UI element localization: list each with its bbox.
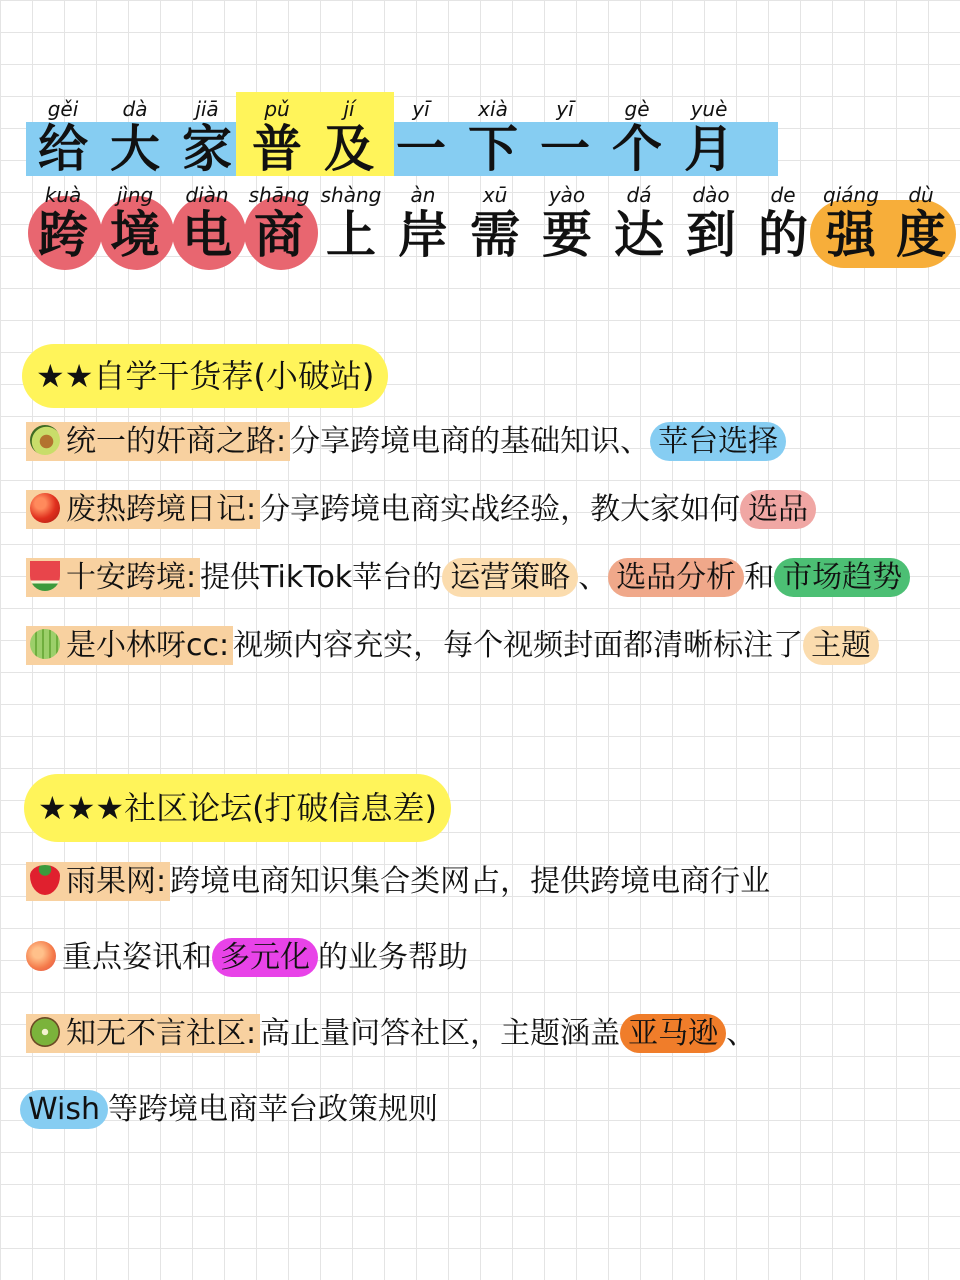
item-text: 分享跨境电商的基础知识、: [290, 424, 651, 459]
title-char: dà 大: [110, 97, 160, 178]
item-text: 高止量问答社区，主题涵盖: [260, 1016, 621, 1051]
list-item: [26, 422, 786, 462]
item-tag: 苹台选择: [650, 422, 786, 461]
title-char: xū 需: [470, 183, 520, 264]
title-char: shàng 上: [320, 183, 382, 264]
item-tag: 多元化: [212, 938, 318, 977]
title-char: gè 个: [612, 97, 662, 178]
item-tag: 亚马逊: [620, 1014, 726, 1053]
title-char: dù 度: [896, 183, 946, 264]
avocado-icon: [30, 425, 60, 455]
title-char: gěi 给: [38, 97, 88, 178]
melon-icon: [30, 629, 60, 659]
item-tag: 市场趋势: [774, 558, 910, 597]
item-tag: 主题: [803, 626, 879, 665]
section-heading: ★★★社区论坛(打破信息差): [24, 774, 451, 842]
title-char: xià 下: [468, 97, 518, 178]
title-char: àn 岸: [398, 183, 448, 264]
section-heading: ★★自学干货荐(小破站): [22, 344, 388, 408]
item-name-highlight: [26, 862, 170, 901]
item-text: 重点姿讯和: [62, 940, 212, 975]
title-char: shāng 商: [248, 183, 310, 264]
title-char: dá 达: [614, 183, 664, 264]
list-item: [20, 1090, 438, 1130]
item-name: 废热跨境日记:: [66, 492, 257, 527]
list-item: [26, 626, 879, 666]
item-name: 统一的奸商之路:: [66, 424, 287, 459]
title-char: jí 及: [324, 97, 374, 178]
item-tag: Wish: [20, 1090, 108, 1129]
title-char: yào 要: [542, 183, 592, 264]
kiwi-icon: [30, 1017, 60, 1047]
item-text: 的业务帮助: [318, 940, 468, 975]
item-text: 视频内容充实，每个视频封面都清晰标注了: [233, 628, 804, 663]
item-tag: 选品: [740, 490, 816, 529]
strawberry-icon: [30, 865, 60, 895]
title-char: de 的: [758, 183, 808, 264]
item-text: 分享跨境电商实战经验，教大家如何: [260, 492, 741, 527]
apple-icon: [30, 493, 60, 523]
item-name: 雨果网:: [66, 864, 167, 899]
item-name-highlight: [26, 490, 260, 529]
item-text: 跨境电商知识集合类网占，提供跨境电商行业: [170, 864, 771, 899]
list-item: [26, 938, 468, 978]
item-tag: 选品分析: [608, 558, 744, 597]
title-char: qiáng 强: [823, 183, 879, 264]
title-char: yī 一: [540, 97, 590, 178]
watermelon-icon: [30, 561, 60, 591]
item-name-highlight: [26, 422, 290, 461]
list-item: [26, 862, 770, 902]
item-name-highlight: [26, 558, 200, 597]
item-conjunction: 和: [744, 560, 775, 595]
list-item: [26, 490, 816, 530]
item-separator: 、: [578, 560, 609, 595]
title-char: kuà 跨: [38, 183, 88, 264]
peach-icon: [26, 941, 56, 971]
list-item: [26, 558, 910, 598]
item-tag: 运营策略: [442, 558, 578, 597]
title-char: dào 到: [686, 183, 736, 264]
title-char: diàn 电: [182, 183, 232, 264]
title-char: jìng 境: [110, 183, 160, 264]
title-char: yuè 月: [684, 97, 734, 178]
title-char: jiā 家: [182, 97, 232, 178]
item-text: 等跨境电商苹台政策规则: [107, 1092, 438, 1127]
item-name-highlight: [26, 626, 233, 665]
item-name-highlight: [26, 1014, 260, 1053]
item-separator: 、: [726, 1016, 757, 1051]
list-item: [26, 1014, 756, 1054]
item-name: 十安跨境:: [66, 560, 197, 595]
item-name: 是小林呀cc:: [66, 628, 230, 663]
item-text: 提供TikTok苹台的: [200, 560, 443, 595]
title-char: pǔ 普: [252, 97, 302, 178]
item-name: 知无不言社区:: [66, 1016, 257, 1051]
title-char: yī 一: [396, 97, 446, 178]
